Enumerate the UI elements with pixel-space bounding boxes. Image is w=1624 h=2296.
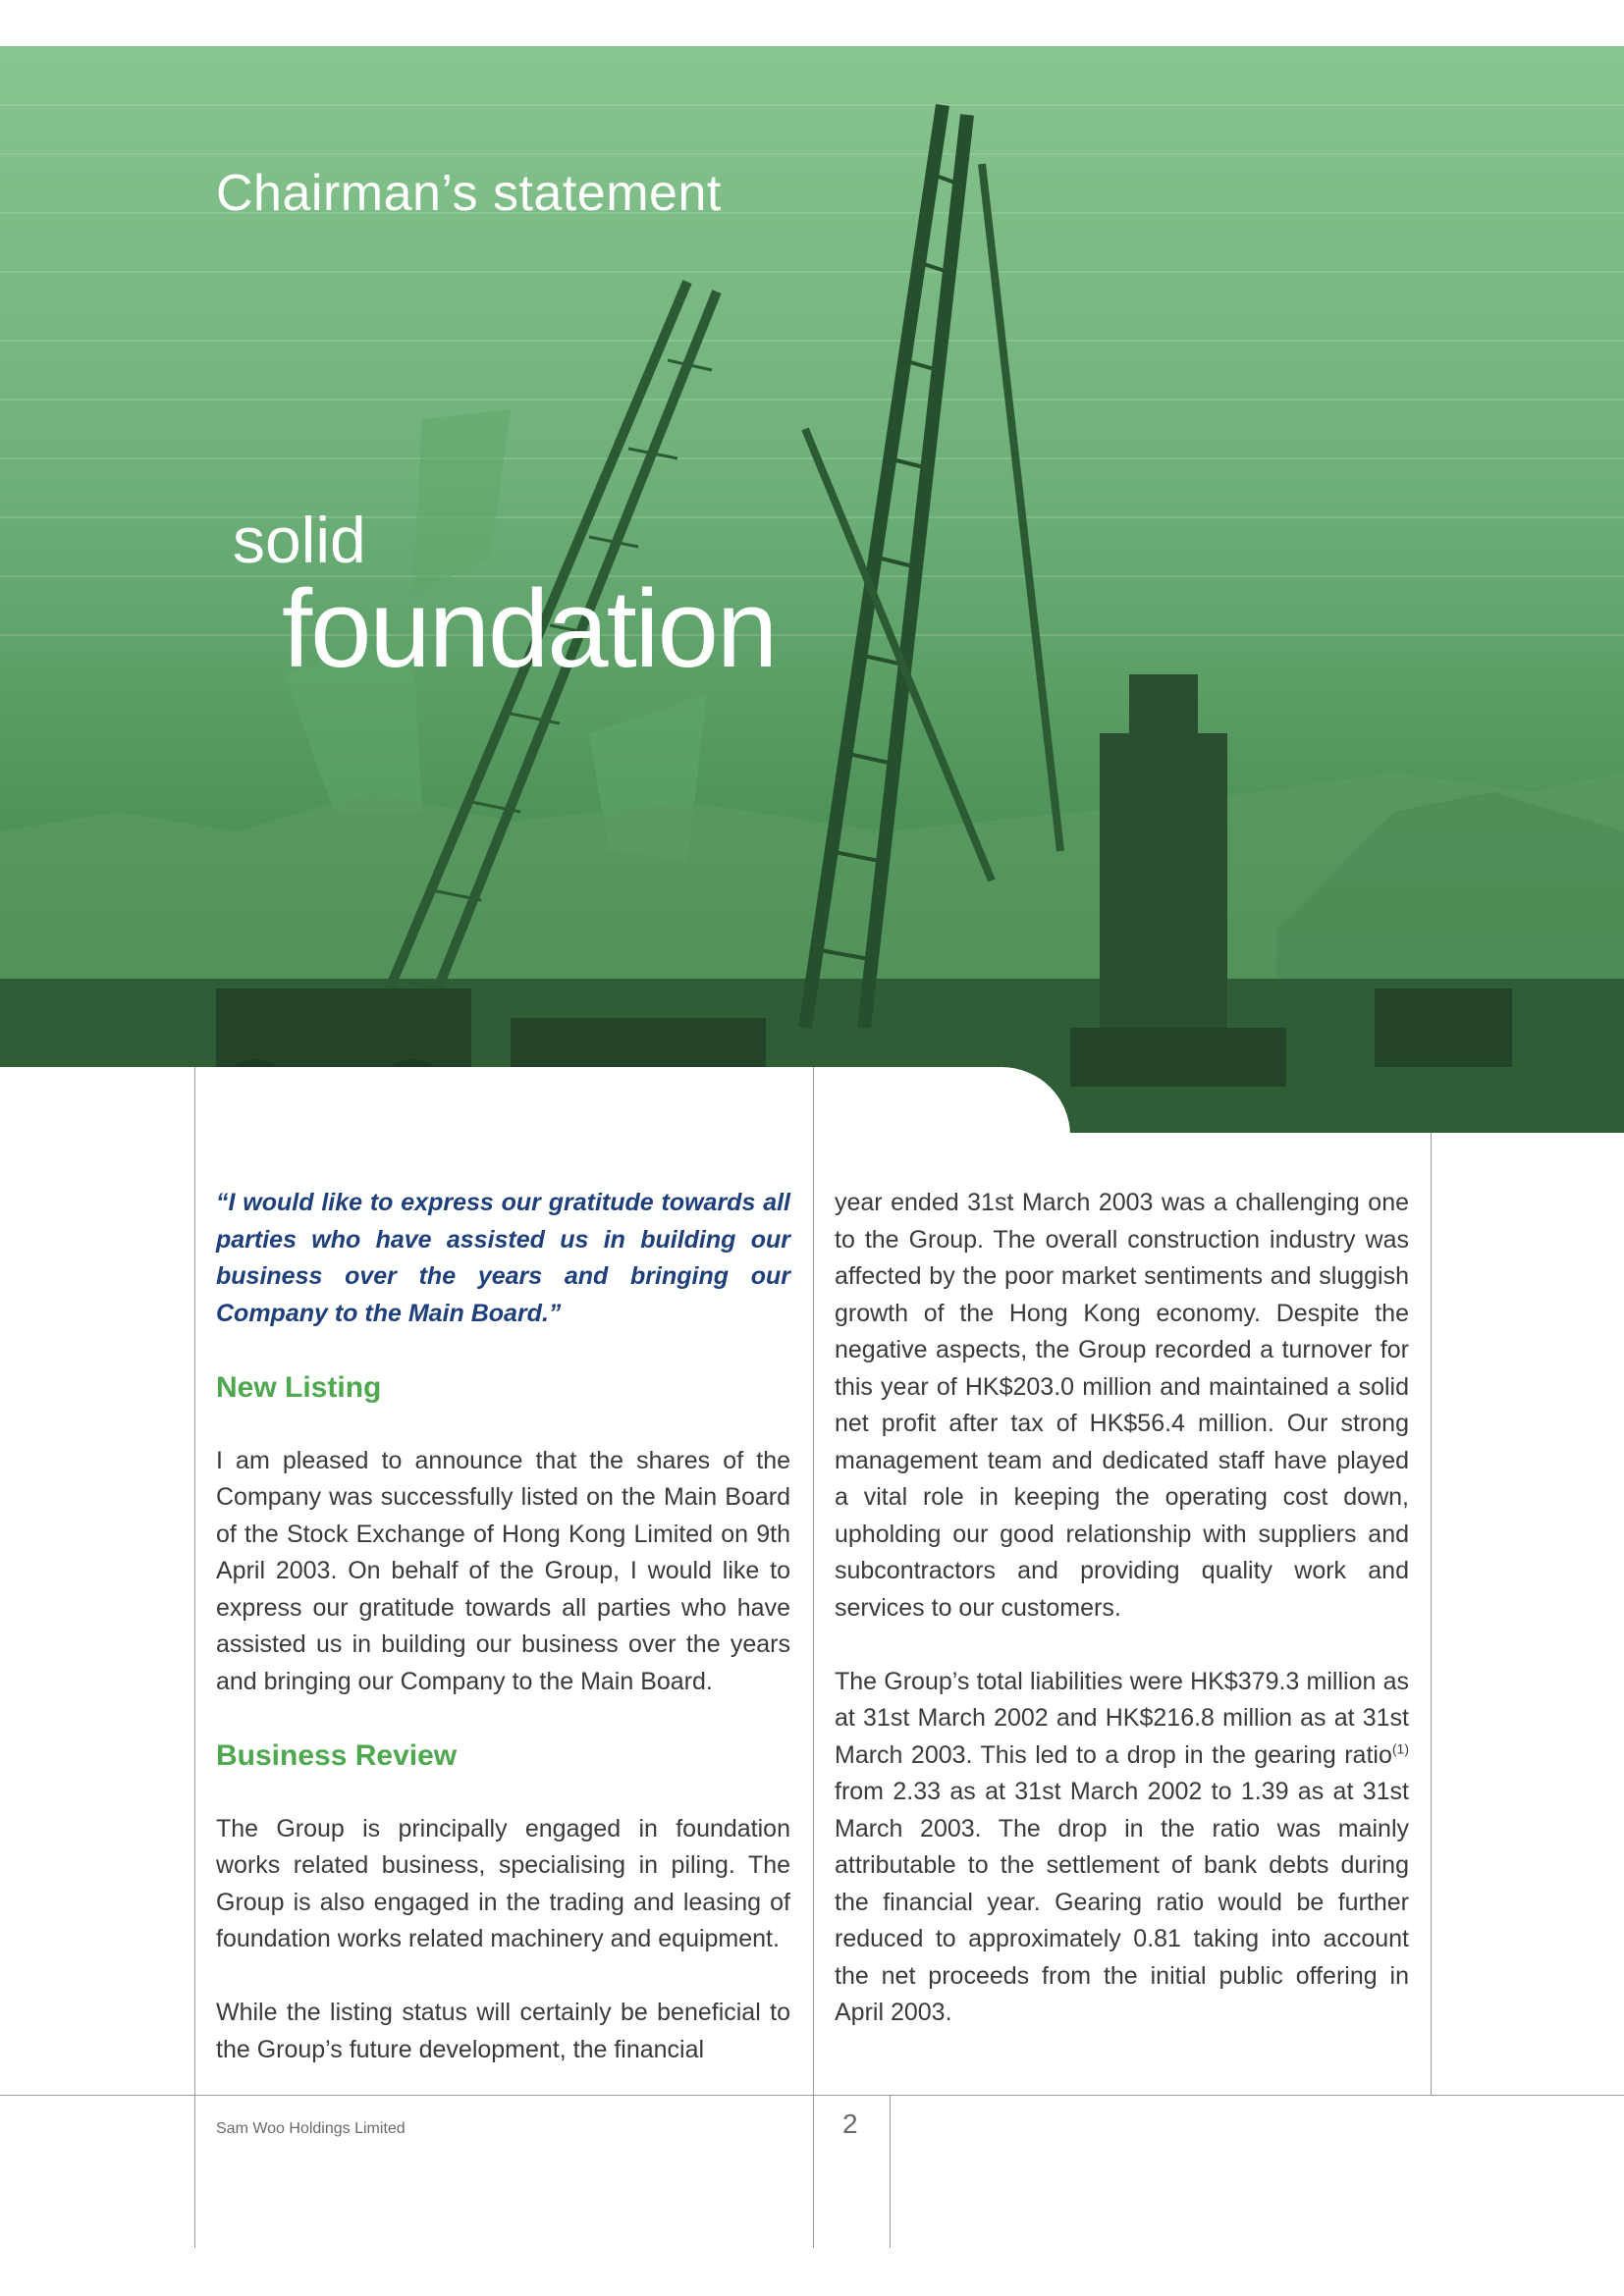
paragraph-financial-year: year ended 31st March 2003 was a challenging one to the Group. The overall construction industry was affected by the poor market sentiments and sluggish growth of the Hong Kong economy. Despite the negative aspects, the Group recorded a turnover for this year of HK$203.0 million and maintained a solid net profit after tax of HK$56.4 million. Our strong management team and dedicated staff have played a vital role in keeping the operating cost down, upholding our good relationship with suppliers and subcontractors and providing quality work and services to our customers. [835, 1189, 1409, 1622]
section-heading-new-listing: New Listing [216, 1370, 382, 1404]
paragraph-business-review-2: While the listing status will certainly be beneficial to the Group’s future development, the financial [216, 1999, 790, 2063]
paragraph-new-listing: I am pleased to announce that the shares of the Company was successfully listed on the Main Board of the Stock Exchange of Hong Kong Limited on 9th April 2003. On behalf of the Group, I would like to express our gratitude towards all parties who have assisted us in building our business over the years and bringing our Company to the Main Board. [216, 1446, 790, 1695]
pull-quote: “I would like to express our gratitude towards all parties who have assisted us in building our business over the years and bringing our Company to the Main Board.” [216, 1189, 790, 1327]
liabilities-text-part2: from 2.33 as at 31st March 2002 to 1.39 as at 31st March 2003. The drop in the ratio was mainly attributable to the settlement of bank debts during the financial year. Gearing ratio would be further reduced to approximately 0.81 taking into account the net proceeds from the initial public offering in April 2003. [835, 1778, 1409, 2026]
paragraph-business-review-1: The Group is principally engaged in foundation works related business, specialising in piling. The Group is also engaged in the trading and leasing of foundation works related machinery and equipment. [216, 1814, 790, 1952]
divider-footer [890, 2095, 891, 2248]
page-number: 2 [842, 2109, 858, 2139]
section-heading-business-review: Business Review [216, 1738, 458, 1772]
hero-banner [0, 46, 1624, 1133]
left-column [216, 1185, 790, 2106]
divider-left [194, 1067, 195, 2248]
liabilities-text-part1: The Group’s total liabilities were HK$379.3 million as at 31st March 2002 and HK$216.8 million as at 31st March 2003. This led to a drop in the gearing ratio [835, 1667, 1409, 1769]
page-title: Chairman’s statement [216, 165, 722, 222]
divider-right [1431, 1133, 1432, 2095]
right-column [835, 1185, 1409, 2068]
tagline-foundation: foundation [282, 567, 777, 690]
paragraph-liabilities [835, 1664, 1409, 2032]
footer-company-name: Sam Woo Holdings Limited [216, 2120, 406, 2137]
hero-cutout [0, 1067, 1070, 1146]
tagline-solid: solid [233, 504, 366, 576]
divider-center [813, 1067, 814, 2248]
footnote-marker: (1) [1391, 1740, 1409, 1757]
